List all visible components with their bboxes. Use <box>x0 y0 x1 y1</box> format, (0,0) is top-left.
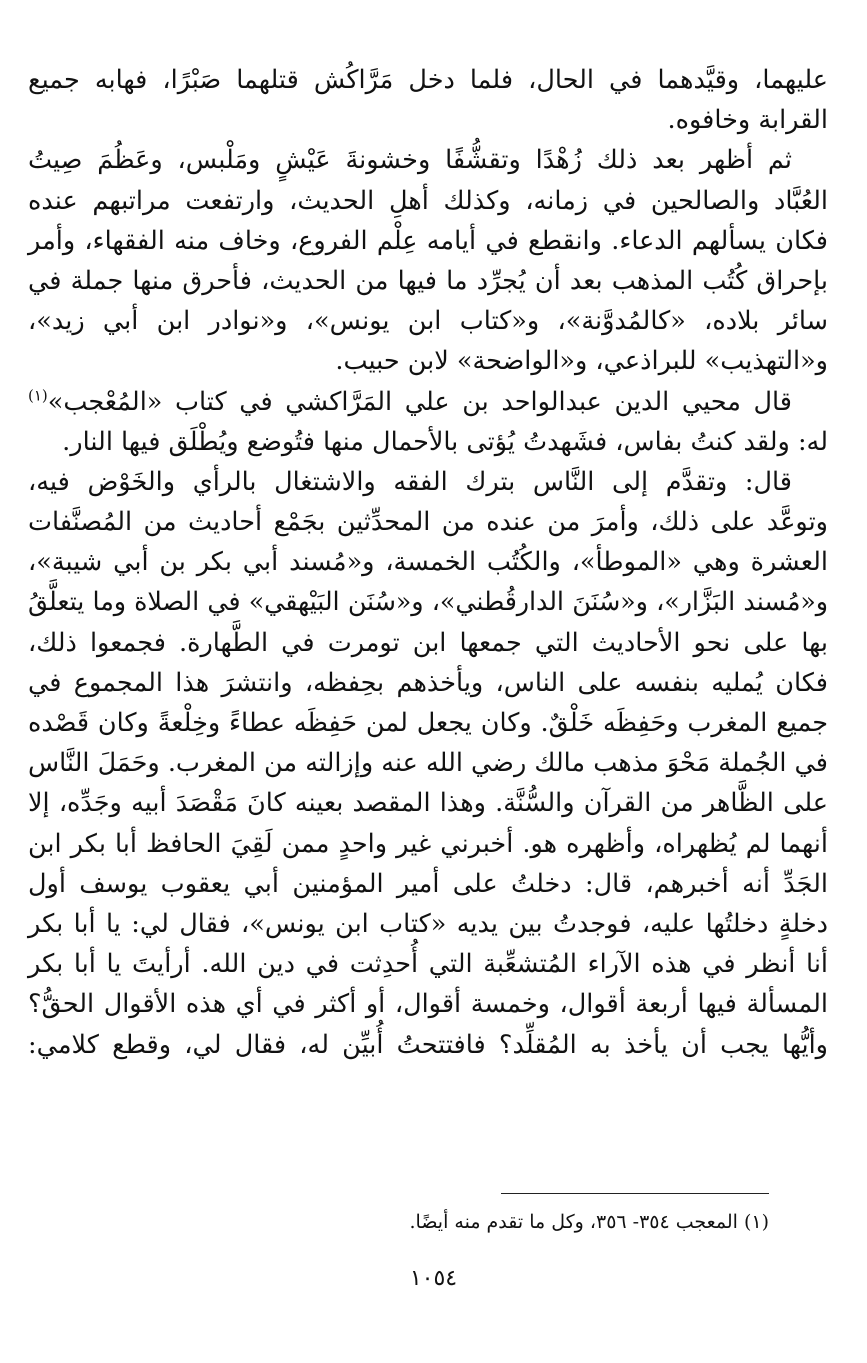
text-line: أنا أنظر في هذه الآراء المُتشعِّبة التي أُحدِثت في دين الله. أرأيتَ يا أبا بكر <box>28 949 828 980</box>
text-line: وأيُّها يجب أن يأخذ به المُقلِّد؟ فافتتحتُ أُبيِّن له، فقال لي، وقطع كلامي: <box>28 1029 828 1060</box>
footnote-divider <box>501 1193 769 1194</box>
footnote-reference: (١) <box>28 386 48 404</box>
text-line: العُبَّاد والصالحين في زمانه، وكذلك أهلِ الحديث، وارتفعت مراتبهم عنده <box>28 185 828 216</box>
text-line: المسألة فيها أربعة أقوال، وخمسة أقوال، أو أكثر في أي هذه الأقوال الحقُّ؟ <box>28 989 828 1020</box>
text-line: الجَدِّ أنه أخبرهم، قال: دخلتُ على أمير المؤمنين أبي يعقوب يوسف أول <box>28 868 828 899</box>
text-line: دخلةٍ دخلتُها عليه، فوجدتُ بين يديه «كتاب ابن يونس»، فقال لي: يا أبا بكر <box>28 908 828 939</box>
main-text <box>28 60 828 1065</box>
text-line: سائر بلاده، «كالمُدوَّنة»، و«كتاب ابن يونس»، و«نوادر ابن أبي زيد»، <box>28 306 828 337</box>
text-line: أنهما لم يُظهراه، وأظهره هو. أخبرني غير واحدٍ ممن لَقِيَ الحافظ أبا بكر ابن <box>28 828 828 859</box>
text-line: جميع المغرب وحَفِظَه خَلْقٌ. وكان يجعل لمن حَفِظَه عطاءً وخِلْعةً وكان قَصْده <box>28 708 828 738</box>
text-line: وتوعَّد على ذلك، وأمرَ من عنده من المحدِّثين بجَمْع أحاديث من المُصنَّفات <box>28 507 828 538</box>
text-line-content: قال محيي الدين عبدالواحد بن علي المَرَّاكشي في كتاب «المُعْجب» <box>47 386 792 417</box>
text-line: ثم أظهر بعد ذلك زُهْدًا وتقشُّفًا وخشونةَ عَيْشٍ ومَلْبس، وعَظُمَ صِيتُ <box>28 145 792 176</box>
text-line: فكان يُمليه بنفسه على الناس، ويأخذهم بحِفظه، وانتشرَ هذا المجموع في <box>28 667 828 698</box>
text-line: قال: وتقدَّم إلى النَّاس بترك الفقه والاشتغال بالرأي والخَوْض فيه، <box>28 466 792 497</box>
text-line: القرابة وخافوه. <box>667 105 828 136</box>
text-line: بها على نحو الأحاديث التي جمعها ابن تومرت في الطَّهارة. فجمعوا ذلك، <box>28 627 828 658</box>
text-line-with-footnote <box>28 382 828 422</box>
text-line: له: ولقد كنتُ بفاس، فشَهدتُ يُؤتى بالأحمال منها فتُوضع ويُطْلَق فيها النار. <box>62 426 828 457</box>
text-line: العشرة وهي «الموطأ»، والكُتُب الخمسة، و«مُسند أبي بكر بن أبي شيبة»، <box>28 547 828 578</box>
text-line: و«التهذيب» للبراذعي، و«الواضحة» لابن حبيب. <box>335 346 828 377</box>
text-line: في الجُملة مَحْوَ مذهب مالك رضي الله عنه وإزالته من المغرب. وحَمَلَ النَّاس <box>28 748 828 779</box>
text-line: عليهما، وقيَّدهما في الحال، فلما دخل مَرَّاكُش قتلهما صَبْرًا، فهابه جميع <box>28 65 828 95</box>
text-line: على الظَّاهر من القرآن والسُّنَّة. وهذا المقصد بعينه كانَ مَقْصَدَ أبيه وجَدِّه، إلا <box>28 788 828 819</box>
text-line: فكان يسألهم الدعاء. وانقطع في أيامه عِلْم الفروع، وخاف منه الفقهاء، وأمر <box>28 225 828 256</box>
text-line: و«مُسند البَزَّار»، و«سُنَنَ الدارقُطني»، و«سُنَن البَيْهقي» في الصلاة وما يتعلَّقُ <box>28 587 828 617</box>
page-number: ١٠٥٤ <box>409 1266 458 1291</box>
footnote: (١) المعجب ٣٥٤- ٣٥٦، وكل ما تقدم منه أيضًا. <box>409 1211 769 1233</box>
text-line: بإحراق كُتُب المذهب بعد أن يُجرِّد ما فيها من الحديث، فأحرق منها جملة في <box>28 265 828 296</box>
